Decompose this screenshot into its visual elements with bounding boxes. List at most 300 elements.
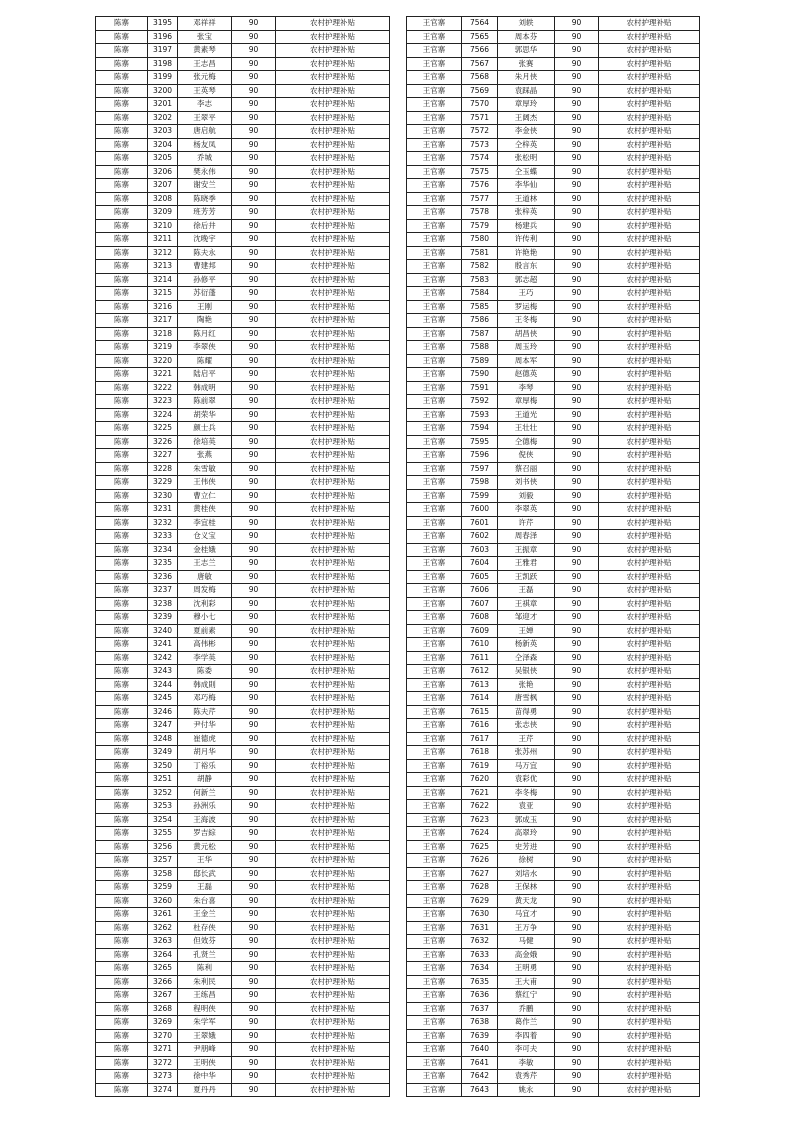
subsidy-item-cell: 农村护理补贴 [276, 530, 390, 544]
subsidy-item-cell: 农村护理补贴 [276, 516, 390, 530]
table-row [407, 921, 700, 935]
name-cell: 沈晚宇 [178, 233, 232, 247]
amount-cell: 90 [555, 1043, 599, 1057]
name-cell: 张松明 [498, 152, 555, 166]
village-cell: 王官寨 [407, 435, 462, 449]
village-cell: 王官寨 [407, 1083, 462, 1097]
table-row [407, 179, 700, 193]
amount-cell: 90 [555, 962, 599, 976]
village-cell: 王官寨 [407, 719, 462, 733]
table-row [96, 44, 390, 58]
subsidy-item-cell: 农村护理补贴 [599, 705, 700, 719]
village-cell: 王官寨 [407, 233, 462, 247]
name-cell: 颜士兵 [178, 422, 232, 436]
name-cell: 杜存侠 [178, 921, 232, 935]
amount-cell: 90 [232, 395, 276, 409]
village-cell: 王官寨 [407, 1070, 462, 1084]
village-cell: 陈寨 [96, 854, 148, 868]
table-row [407, 665, 700, 679]
name-cell: 王磊 [178, 881, 232, 895]
name-cell: 刘毅 [498, 489, 555, 503]
village-cell: 陈寨 [96, 692, 148, 706]
serial-number-cell: 3197 [148, 44, 178, 58]
amount-cell: 90 [555, 192, 599, 206]
name-cell: 王壮壮 [498, 422, 555, 436]
serial-number-cell: 3240 [148, 624, 178, 638]
serial-number-cell: 7577 [462, 192, 498, 206]
name-cell: 曹立仁 [178, 489, 232, 503]
name-cell: 王振章 [498, 543, 555, 557]
amount-cell: 90 [232, 638, 276, 652]
table-row [407, 71, 700, 85]
serial-number-cell: 7571 [462, 111, 498, 125]
subsidy-item-cell: 农村护理补贴 [599, 422, 700, 436]
village-cell: 陈寨 [96, 786, 148, 800]
name-cell: 王金兰 [178, 908, 232, 922]
subsidy-item-cell: 农村护理补贴 [276, 17, 390, 31]
amount-cell: 90 [232, 435, 276, 449]
amount-cell: 90 [232, 368, 276, 382]
village-cell: 王官寨 [407, 17, 462, 31]
subsidy-item-cell: 农村护理补贴 [276, 300, 390, 314]
village-cell: 陈寨 [96, 516, 148, 530]
amount-cell: 90 [232, 962, 276, 976]
serial-number-cell: 3255 [148, 827, 178, 841]
village-cell: 王官寨 [407, 921, 462, 935]
table-row [407, 746, 700, 760]
name-cell: 黄素琴 [178, 44, 232, 58]
serial-number-cell: 3216 [148, 300, 178, 314]
subsidy-item-cell: 农村护理补贴 [276, 179, 390, 193]
village-cell: 陈寨 [96, 449, 148, 463]
amount-cell: 90 [555, 165, 599, 179]
village-cell: 王官寨 [407, 624, 462, 638]
serial-number-cell: 7616 [462, 719, 498, 733]
subsidy-item-cell: 农村护理补贴 [599, 314, 700, 328]
name-cell: 王翠娥 [178, 1029, 232, 1043]
village-cell: 王官寨 [407, 84, 462, 98]
name-cell: 何新兰 [178, 786, 232, 800]
village-cell: 陈寨 [96, 665, 148, 679]
amount-cell: 90 [555, 867, 599, 881]
subsidy-item-cell: 农村护理补贴 [599, 867, 700, 881]
subsidy-item-cell: 农村护理补贴 [599, 921, 700, 935]
amount-cell: 90 [232, 651, 276, 665]
serial-number-cell: 3266 [148, 975, 178, 989]
village-cell: 陈寨 [96, 165, 148, 179]
village-cell: 王官寨 [407, 192, 462, 206]
name-cell: 苗得勇 [498, 705, 555, 719]
table-row [96, 705, 390, 719]
amount-cell: 90 [555, 597, 599, 611]
amount-cell: 90 [232, 287, 276, 301]
amount-cell: 90 [232, 894, 276, 908]
name-cell: 李敏 [498, 1056, 555, 1070]
subsidy-item-cell: 农村护理补贴 [599, 678, 700, 692]
village-cell: 陈寨 [96, 638, 148, 652]
amount-cell: 90 [555, 381, 599, 395]
serial-number-cell: 3221 [148, 368, 178, 382]
village-cell: 王官寨 [407, 800, 462, 814]
table-row [96, 57, 390, 71]
village-cell: 陈寨 [96, 975, 148, 989]
amount-cell: 90 [555, 1016, 599, 1030]
name-cell: 朱月侠 [498, 71, 555, 85]
village-cell: 王官寨 [407, 368, 462, 382]
subsidy-item-cell: 农村护理补贴 [599, 813, 700, 827]
amount-cell: 90 [232, 624, 276, 638]
amount-cell: 90 [555, 476, 599, 490]
name-cell: 胡静 [178, 773, 232, 787]
serial-number-cell: 7601 [462, 516, 498, 530]
village-cell: 陈寨 [96, 867, 148, 881]
table-row [407, 638, 700, 652]
name-cell: 陈委 [178, 665, 232, 679]
serial-number-cell: 3264 [148, 948, 178, 962]
amount-cell: 90 [555, 354, 599, 368]
amount-cell: 90 [232, 867, 276, 881]
name-cell: 李华仙 [498, 179, 555, 193]
village-cell: 王官寨 [407, 530, 462, 544]
village-cell: 陈寨 [96, 314, 148, 328]
subsidy-item-cell: 农村护理补贴 [276, 138, 390, 152]
name-cell: 杨建兵 [498, 219, 555, 233]
table-row [96, 314, 390, 328]
amount-cell: 90 [232, 57, 276, 71]
subsidy-item-cell: 农村护理补贴 [276, 962, 390, 976]
name-cell: 徐树 [498, 854, 555, 868]
serial-number-cell: 3217 [148, 314, 178, 328]
name-cell: 周本芬 [498, 30, 555, 44]
amount-cell: 90 [232, 786, 276, 800]
amount-cell: 90 [555, 422, 599, 436]
amount-cell: 90 [232, 192, 276, 206]
name-cell: 王伟侠 [178, 476, 232, 490]
serial-number-cell: 3208 [148, 192, 178, 206]
table-row [407, 152, 700, 166]
table-row [407, 260, 700, 274]
name-cell: 王道光 [498, 408, 555, 422]
subsidy-item-cell: 农村护理补贴 [276, 1083, 390, 1097]
table-row [96, 1029, 390, 1043]
village-cell: 陈寨 [96, 273, 148, 287]
subsidy-item-cell: 农村护理补贴 [599, 935, 700, 949]
serial-number-cell: 3212 [148, 246, 178, 260]
table-row [96, 800, 390, 814]
name-cell: 王英琴 [178, 84, 232, 98]
subsidy-table-right [406, 16, 700, 1097]
serial-number-cell: 7625 [462, 840, 498, 854]
serial-number-cell: 7630 [462, 908, 498, 922]
serial-number-cell: 7628 [462, 881, 498, 895]
name-cell: 仝梓英 [498, 138, 555, 152]
subsidy-item-cell: 农村护理补贴 [599, 719, 700, 733]
amount-cell: 90 [232, 948, 276, 962]
serial-number-cell: 7641 [462, 1056, 498, 1070]
serial-number-cell: 3215 [148, 287, 178, 301]
table-row [407, 705, 700, 719]
table-row [96, 597, 390, 611]
village-cell: 陈寨 [96, 489, 148, 503]
table-row [407, 692, 700, 706]
name-cell: 夏丹丹 [178, 1083, 232, 1097]
amount-cell: 90 [232, 1083, 276, 1097]
subsidy-item-cell: 农村护理补贴 [276, 152, 390, 166]
village-cell: 陈寨 [96, 341, 148, 355]
table-row [96, 192, 390, 206]
village-cell: 王官寨 [407, 246, 462, 260]
serial-number-cell: 7566 [462, 44, 498, 58]
name-cell: 张梓英 [498, 206, 555, 220]
village-cell: 王官寨 [407, 111, 462, 125]
name-cell: 程明侠 [178, 1002, 232, 1016]
serial-number-cell: 3227 [148, 449, 178, 463]
subsidy-item-cell: 农村护理补贴 [599, 948, 700, 962]
table-row [96, 462, 390, 476]
amount-cell: 90 [232, 381, 276, 395]
subsidy-item-cell: 农村护理补贴 [276, 1016, 390, 1030]
amount-cell: 90 [232, 138, 276, 152]
name-cell: 李冬梅 [498, 786, 555, 800]
table-row [96, 422, 390, 436]
village-cell: 陈寨 [96, 1002, 148, 1016]
name-cell: 郭成玉 [498, 813, 555, 827]
table-row [407, 219, 700, 233]
subsidy-item-cell: 农村护理补贴 [276, 489, 390, 503]
serial-number-cell: 7580 [462, 233, 498, 247]
name-cell: 王刚 [178, 300, 232, 314]
amount-cell: 90 [232, 300, 276, 314]
serial-number-cell: 3254 [148, 813, 178, 827]
serial-number-cell: 3259 [148, 881, 178, 895]
table-row [407, 98, 700, 112]
amount-cell: 90 [555, 489, 599, 503]
amount-cell: 90 [555, 813, 599, 827]
serial-number-cell: 7617 [462, 732, 498, 746]
serial-number-cell: 7634 [462, 962, 498, 976]
village-cell: 陈寨 [96, 422, 148, 436]
amount-cell: 90 [232, 260, 276, 274]
serial-number-cell: 7611 [462, 651, 498, 665]
serial-number-cell: 3252 [148, 786, 178, 800]
amount-cell: 90 [555, 125, 599, 139]
village-cell: 王官寨 [407, 381, 462, 395]
serial-number-cell: 7635 [462, 975, 498, 989]
village-cell: 王官寨 [407, 827, 462, 841]
amount-cell: 90 [555, 948, 599, 962]
village-cell: 王官寨 [407, 341, 462, 355]
name-cell: 王华 [178, 854, 232, 868]
table-row [407, 111, 700, 125]
village-cell: 王官寨 [407, 840, 462, 854]
amount-cell: 90 [555, 854, 599, 868]
amount-cell: 90 [555, 611, 599, 625]
subsidy-item-cell: 农村护理补贴 [599, 125, 700, 139]
table-row [407, 881, 700, 895]
village-cell: 陈寨 [96, 219, 148, 233]
village-cell: 陈寨 [96, 206, 148, 220]
amount-cell: 90 [232, 773, 276, 787]
subsidy-item-cell: 农村护理补贴 [276, 192, 390, 206]
serial-number-cell: 3198 [148, 57, 178, 71]
amount-cell: 90 [555, 557, 599, 571]
serial-number-cell: 7609 [462, 624, 498, 638]
village-cell: 王官寨 [407, 219, 462, 233]
village-cell: 王官寨 [407, 759, 462, 773]
serial-number-cell: 7585 [462, 300, 498, 314]
village-cell: 王官寨 [407, 611, 462, 625]
subsidy-item-cell: 农村护理补贴 [276, 98, 390, 112]
serial-number-cell: 7613 [462, 678, 498, 692]
village-cell: 王官寨 [407, 1016, 462, 1030]
serial-number-cell: 7590 [462, 368, 498, 382]
village-cell: 陈寨 [96, 1083, 148, 1097]
serial-number-cell: 3268 [148, 1002, 178, 1016]
subsidy-item-cell: 农村护理补贴 [599, 665, 700, 679]
table-row [407, 908, 700, 922]
amount-cell: 90 [555, 1070, 599, 1084]
serial-number-cell: 7627 [462, 867, 498, 881]
subsidy-item-cell: 农村护理补贴 [599, 800, 700, 814]
village-cell: 王官寨 [407, 287, 462, 301]
table-row [407, 381, 700, 395]
table-row [96, 894, 390, 908]
table-row [96, 219, 390, 233]
serial-number-cell: 7638 [462, 1016, 498, 1030]
village-cell: 陈寨 [96, 705, 148, 719]
table-row [407, 354, 700, 368]
village-cell: 陈寨 [96, 651, 148, 665]
village-cell: 王官寨 [407, 44, 462, 58]
table-row [96, 557, 390, 571]
serial-number-cell: 3199 [148, 71, 178, 85]
village-cell: 王官寨 [407, 989, 462, 1003]
amount-cell: 90 [232, 152, 276, 166]
serial-number-cell: 3241 [148, 638, 178, 652]
subsidy-item-cell: 农村护理补贴 [276, 30, 390, 44]
serial-number-cell: 3256 [148, 840, 178, 854]
subsidy-item-cell: 农村护理补贴 [599, 30, 700, 44]
table-row [407, 1002, 700, 1016]
name-cell: 赵德英 [498, 368, 555, 382]
serial-number-cell: 3273 [148, 1070, 178, 1084]
subsidy-item-cell: 农村护理补贴 [599, 462, 700, 476]
subsidy-item-cell: 农村护理补贴 [599, 894, 700, 908]
amount-cell: 90 [232, 503, 276, 517]
table-row [96, 1056, 390, 1070]
name-cell: 李翠侠 [178, 341, 232, 355]
amount-cell: 90 [555, 908, 599, 922]
table-row [407, 489, 700, 503]
serial-number-cell: 3206 [148, 165, 178, 179]
village-cell: 陈寨 [96, 354, 148, 368]
subsidy-item-cell: 农村护理补贴 [599, 260, 700, 274]
village-cell: 王官寨 [407, 570, 462, 584]
subsidy-item-cell: 农村护理补贴 [599, 327, 700, 341]
serial-number-cell: 7605 [462, 570, 498, 584]
table-row [96, 840, 390, 854]
name-cell: 许芹 [498, 516, 555, 530]
serial-number-cell: 3250 [148, 759, 178, 773]
amount-cell: 90 [555, 705, 599, 719]
serial-number-cell: 7600 [462, 503, 498, 517]
serial-number-cell: 3248 [148, 732, 178, 746]
amount-cell: 90 [555, 260, 599, 274]
name-cell: 刘书侠 [498, 476, 555, 490]
serial-number-cell: 3204 [148, 138, 178, 152]
name-cell: 王明侠 [178, 1056, 232, 1070]
village-cell: 王官寨 [407, 273, 462, 287]
subsidy-item-cell: 农村护理补贴 [599, 597, 700, 611]
table-row [96, 759, 390, 773]
table-row [407, 395, 700, 409]
name-cell: 王道林 [498, 192, 555, 206]
serial-number-cell: 7604 [462, 557, 498, 571]
serial-number-cell: 3225 [148, 422, 178, 436]
subsidy-item-cell: 农村护理补贴 [599, 1070, 700, 1084]
serial-number-cell: 7618 [462, 746, 498, 760]
serial-number-cell: 7608 [462, 611, 498, 625]
village-cell: 陈寨 [96, 624, 148, 638]
amount-cell: 90 [232, 678, 276, 692]
name-cell: 金桂娥 [178, 543, 232, 557]
serial-number-cell: 3235 [148, 557, 178, 571]
subsidy-item-cell: 农村护理补贴 [276, 1029, 390, 1043]
village-cell: 王官寨 [407, 732, 462, 746]
amount-cell: 90 [232, 570, 276, 584]
subsidy-item-cell: 农村护理补贴 [276, 435, 390, 449]
subsidy-item-cell: 农村护理补贴 [599, 543, 700, 557]
subsidy-item-cell: 农村护理补贴 [599, 435, 700, 449]
amount-cell: 90 [555, 30, 599, 44]
village-cell: 陈寨 [96, 948, 148, 962]
name-cell: 仝德梅 [498, 435, 555, 449]
amount-cell: 90 [232, 557, 276, 571]
name-cell: 丁裕乐 [178, 759, 232, 773]
subsidy-item-cell: 农村护理补贴 [276, 584, 390, 598]
village-cell: 陈寨 [96, 152, 148, 166]
name-cell: 苏衍蓬 [178, 287, 232, 301]
village-cell: 王官寨 [407, 30, 462, 44]
subsidy-item-cell: 农村护理补贴 [276, 759, 390, 773]
amount-cell: 90 [232, 17, 276, 31]
subsidy-item-cell: 农村护理补贴 [599, 219, 700, 233]
subsidy-item-cell: 农村护理补贴 [276, 354, 390, 368]
serial-number-cell: 3262 [148, 921, 178, 935]
subsidy-item-cell: 农村护理补贴 [276, 1043, 390, 1057]
name-cell: 高金娥 [498, 948, 555, 962]
amount-cell: 90 [555, 759, 599, 773]
subsidy-item-cell: 农村护理补贴 [599, 408, 700, 422]
table-row [96, 71, 390, 85]
amount-cell: 90 [232, 719, 276, 733]
serial-number-cell: 3196 [148, 30, 178, 44]
subsidy-item-cell: 农村护理补贴 [276, 651, 390, 665]
table-row [407, 246, 700, 260]
table-row [407, 611, 700, 625]
name-cell: 王冬梅 [498, 314, 555, 328]
name-cell: 周玉玲 [498, 341, 555, 355]
name-cell: 杨友凤 [178, 138, 232, 152]
village-cell: 陈寨 [96, 98, 148, 112]
table-row [96, 179, 390, 193]
table-row [96, 746, 390, 760]
amount-cell: 90 [232, 800, 276, 814]
subsidy-item-cell: 农村护理补贴 [599, 840, 700, 854]
village-cell: 陈寨 [96, 381, 148, 395]
serial-number-cell: 7642 [462, 1070, 498, 1084]
serial-number-cell: 7579 [462, 219, 498, 233]
